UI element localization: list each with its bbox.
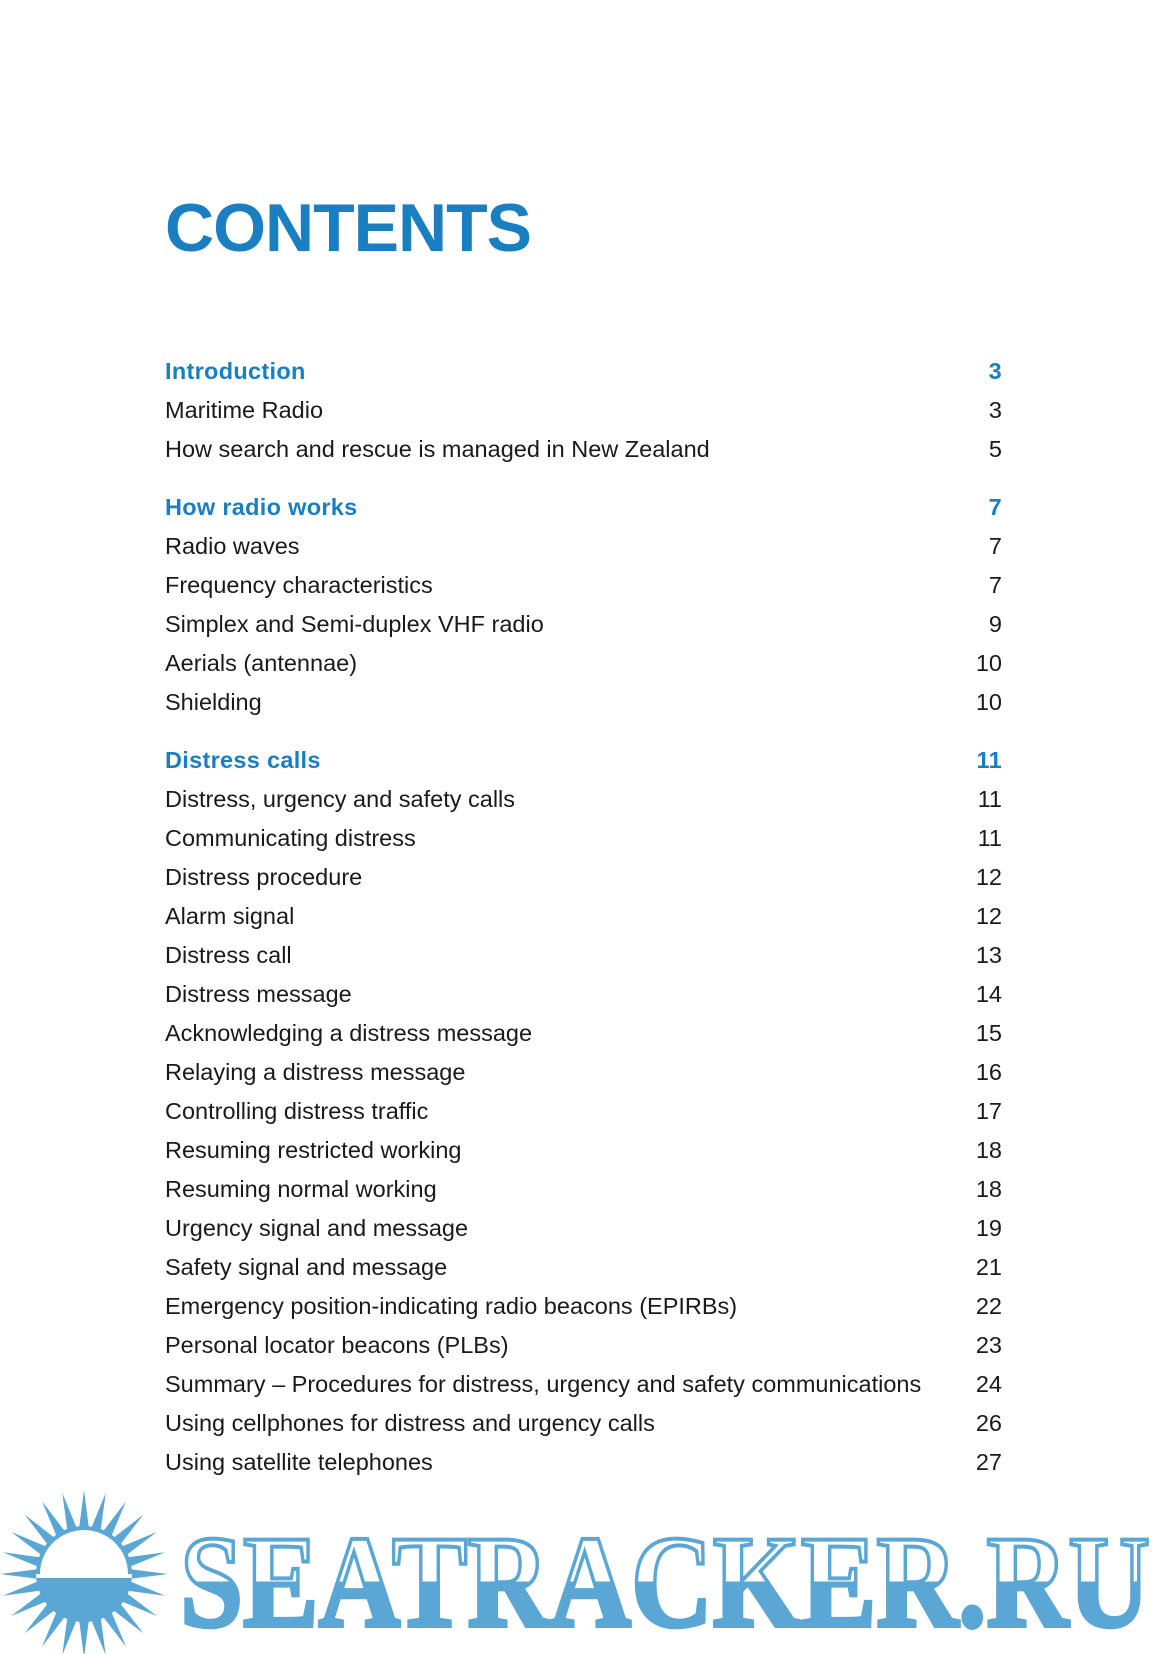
toc-entry-label: Distress call	[165, 942, 292, 968]
toc-entry[interactable]	[165, 430, 1002, 469]
toc-entry-page: 5	[988, 436, 1002, 462]
watermark-text: SEATRACKER.RU	[180, 1508, 1150, 1654]
toc-entry-label: Maritime Radio	[165, 397, 324, 423]
toc-entry[interactable]	[165, 1287, 1002, 1326]
toc-entry-label: Resuming normal working	[165, 1176, 437, 1202]
toc-entry-page: 17	[975, 1098, 1002, 1124]
toc-entry-page: 15	[975, 1020, 1002, 1046]
toc-heading-page: 3	[988, 358, 1002, 384]
toc-entry-page: 9	[988, 611, 1002, 637]
toc-entry-label: Urgency signal and message	[165, 1215, 469, 1241]
toc-entry-page: 26	[975, 1410, 1002, 1436]
toc-entry-label: Acknowledging a distress message	[165, 1020, 533, 1046]
toc-entry[interactable]	[165, 1014, 1002, 1053]
toc-entry-label: Using cellphones for distress and urgency calls	[165, 1410, 655, 1436]
toc-entry[interactable]	[165, 1443, 1002, 1482]
toc-entry[interactable]	[165, 1248, 1002, 1287]
toc-entry[interactable]	[165, 936, 1002, 975]
toc-entry[interactable]	[165, 605, 1002, 644]
toc-entry[interactable]	[165, 1170, 1002, 1209]
toc-entry-page: 10	[975, 689, 1002, 715]
sun-ray	[79, 1490, 89, 1530]
toc-heading-label: How radio works	[165, 494, 358, 520]
toc-entry-label: How search and rescue is managed in New Zealand	[165, 436, 710, 462]
toc-entry[interactable]	[165, 683, 1002, 722]
toc-entry-label: Distress message	[165, 981, 352, 1007]
toc-entry-page: 23	[975, 1332, 1002, 1358]
toc-entry[interactable]	[165, 1053, 1002, 1092]
toc-entry[interactable]	[165, 644, 1002, 683]
toc-entry-label: Frequency characteristics	[165, 572, 433, 598]
toc-section-how-radio-works	[165, 488, 1002, 722]
toc-entry-page: 12	[975, 864, 1002, 890]
watermark	[0, 1478, 1166, 1654]
sun-ray	[128, 1569, 168, 1579]
toc-entry[interactable]	[165, 780, 1002, 819]
toc-entry[interactable]	[165, 1092, 1002, 1131]
toc-entry[interactable]	[165, 1326, 1002, 1365]
toc-entry-page: 21	[975, 1254, 1002, 1280]
toc-heading[interactable]	[165, 741, 1002, 780]
toc-entry-label: Emergency position-indicating radio beacons (EPIRBs)	[165, 1293, 738, 1319]
toc-entry-page: 13	[975, 942, 1002, 968]
toc-entry-page: 7	[988, 572, 1002, 598]
toc-entry[interactable]	[165, 858, 1002, 897]
toc-entry-label: Alarm signal	[165, 903, 295, 929]
toc-entry-label: Safety signal and message	[165, 1254, 448, 1280]
toc-entry[interactable]	[165, 1209, 1002, 1248]
toc-entry-page: 22	[975, 1293, 1002, 1319]
toc-entry-label: Using satellite telephones	[165, 1449, 433, 1475]
toc-entry[interactable]	[165, 819, 1002, 858]
toc-heading-page: 7	[988, 494, 1002, 520]
toc-entry-page: 16	[975, 1059, 1002, 1085]
toc-heading-label: Introduction	[165, 358, 306, 384]
toc-entry-label: Radio waves	[165, 533, 300, 559]
toc-entry[interactable]	[165, 975, 1002, 1014]
toc-entry[interactable]	[165, 1365, 1002, 1404]
toc-heading-label: Distress calls	[165, 747, 321, 773]
toc-entry-label: Distress, urgency and safety calls	[165, 786, 516, 812]
toc-entry-page: 14	[975, 981, 1002, 1007]
page-title: CONTENTS	[165, 190, 531, 266]
toc-entry-page: 7	[988, 533, 1002, 559]
toc-entry-page: 3	[988, 397, 1002, 423]
toc-heading[interactable]	[165, 352, 1002, 391]
toc-heading-page: 11	[976, 747, 1002, 773]
toc-entry-page: 27	[975, 1449, 1002, 1475]
toc-entry-page: 11	[977, 786, 1002, 812]
toc-heading[interactable]	[165, 488, 1002, 527]
toc-entry-label: Controlling distress traffic	[165, 1098, 429, 1124]
toc-entry-page: 18	[975, 1137, 1002, 1163]
toc-entry-page: 11	[977, 825, 1002, 851]
toc-entry[interactable]	[165, 391, 1002, 430]
toc-entry[interactable]	[165, 566, 1002, 605]
toc-entry-page: 10	[975, 650, 1002, 676]
toc-section-distress-calls	[165, 741, 1002, 1482]
toc-section-introduction	[165, 352, 1002, 469]
toc-entry-label: Resuming restricted working	[165, 1137, 462, 1163]
sun-ray	[79, 1618, 89, 1654]
toc-entry-page: 18	[975, 1176, 1002, 1202]
toc-entry[interactable]	[165, 897, 1002, 936]
toc-entry[interactable]	[165, 1404, 1002, 1443]
table-of-contents	[165, 352, 1002, 1501]
sun-ray	[0, 1569, 40, 1579]
toc-entry-page: 12	[975, 903, 1002, 929]
toc-entry-label: Distress procedure	[165, 864, 363, 890]
toc-entry-label: Communicating distress	[165, 825, 416, 851]
toc-entry-label: Summary – Procedures for distress, urgency and safety communications	[165, 1371, 922, 1397]
toc-entry-label: Simplex and Semi-duplex VHF radio	[165, 611, 544, 637]
toc-entry-label: Personal locator beacons (PLBs)	[165, 1332, 509, 1358]
toc-entry-page: 24	[975, 1371, 1002, 1397]
sun-icon	[0, 1490, 168, 1654]
toc-entry-label: Shielding	[165, 689, 262, 715]
toc-entry[interactable]	[165, 1131, 1002, 1170]
toc-entry-label: Aerials (antennae)	[165, 650, 358, 676]
toc-entry-label: Relaying a distress message	[165, 1059, 466, 1085]
toc-entry[interactable]	[165, 527, 1002, 566]
toc-entry-page: 19	[975, 1215, 1002, 1241]
